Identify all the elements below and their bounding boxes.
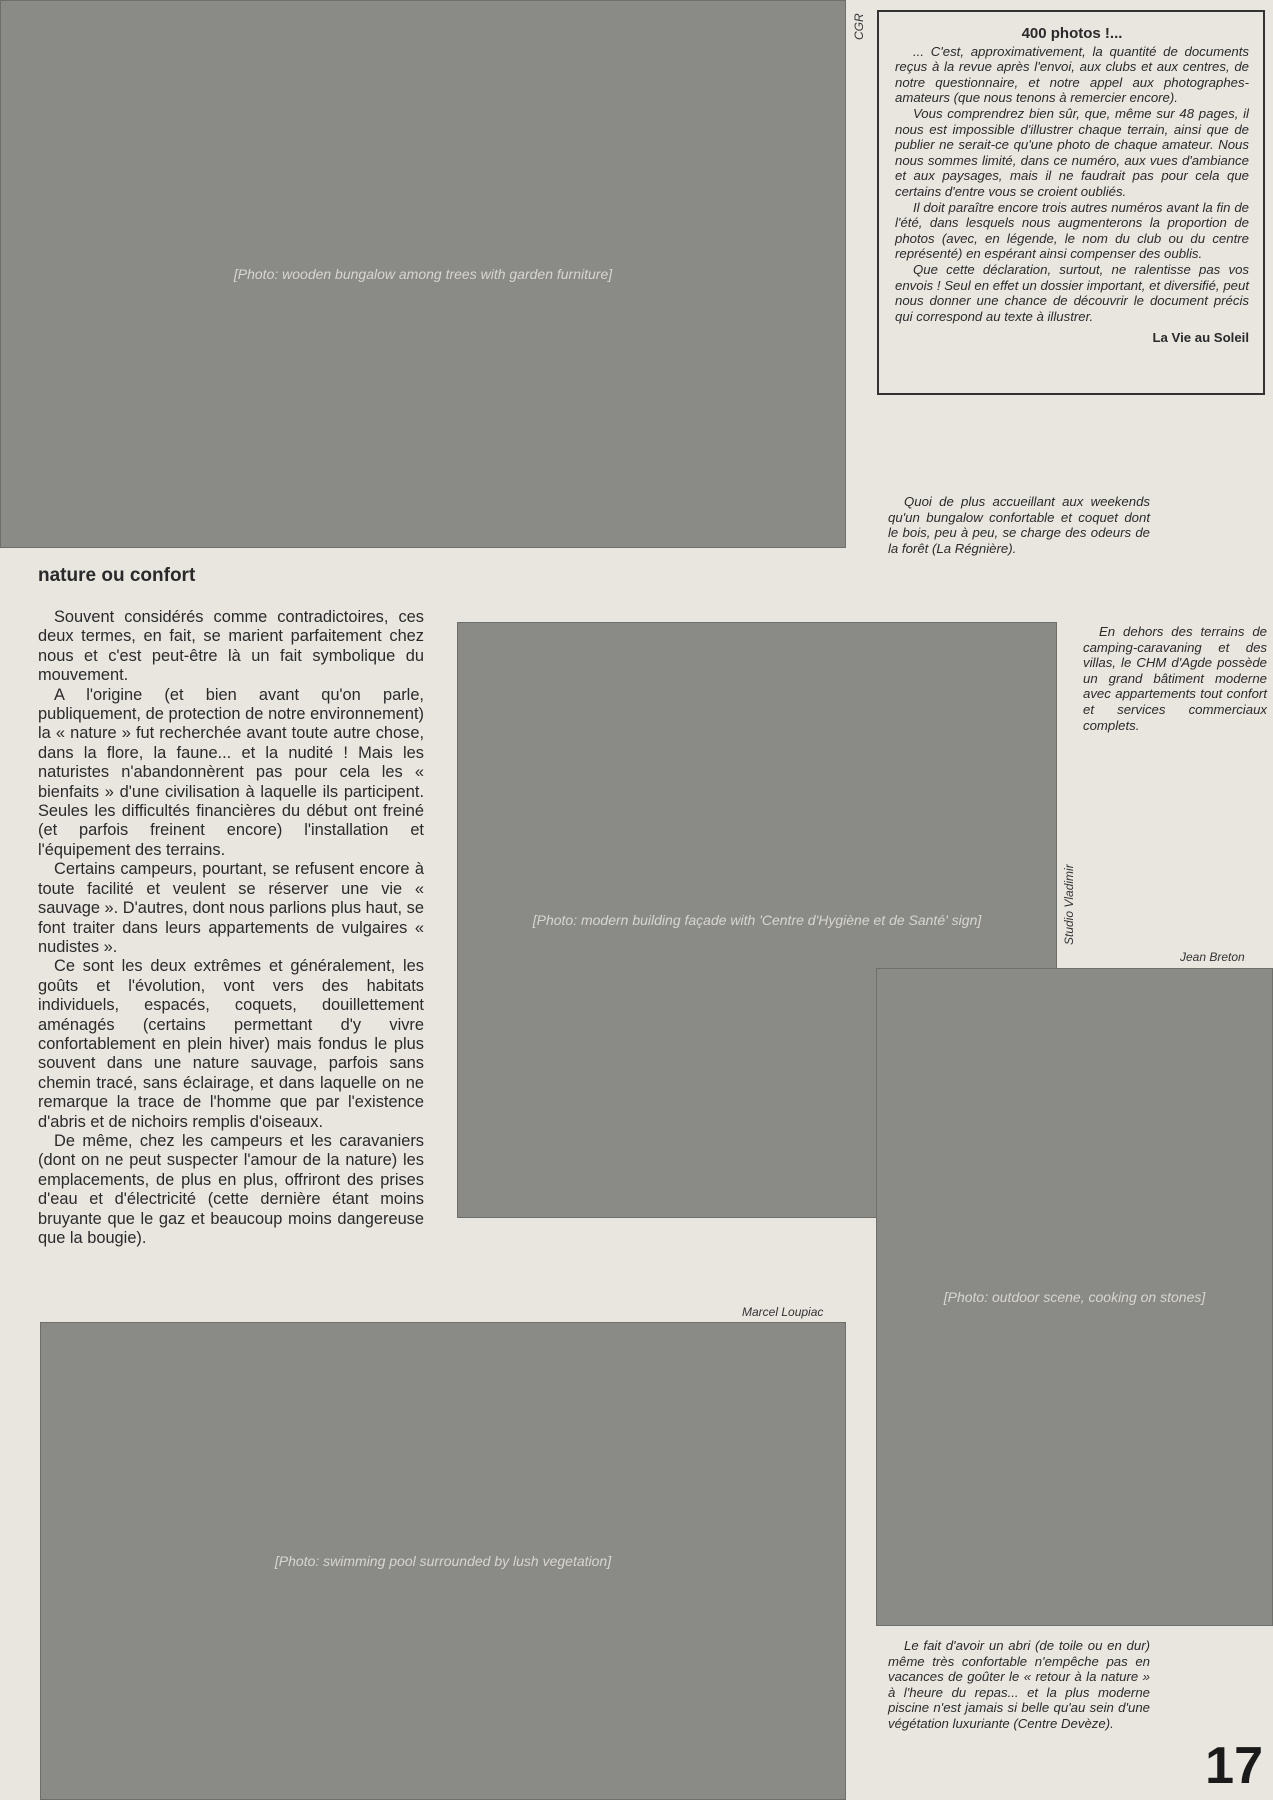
article-title: nature ou confort xyxy=(38,565,196,586)
sidebar-title: 400 photos !... xyxy=(1021,25,1123,42)
article-body xyxy=(38,608,424,1248)
photo-pool: [Photo: swimming pool surrounded by lush vegetation] xyxy=(40,1322,846,1800)
sidebar-signature: La Vie au Soleil xyxy=(1152,330,1249,346)
photo-credit-jean-breton: Jean Breton xyxy=(1180,950,1245,964)
photo-credit-studio-vladimir: Studio Vladimir xyxy=(1062,864,1076,945)
article-paragraph: Certains campeurs, pourtant, se refusent encore à toute facilité et veulent se réserver une vie « sauvage ». D'autres, dont nous parlions plus haut, se font traiter dans leurs appartements de vulgaires « nudistes ». xyxy=(38,860,424,956)
caption-bungalow: Quoi de plus accueillant aux weekends qu'un bungalow confortable et coquet dont le bois, peu à peu, se charge des odeurs de la forêt (La Régnière). xyxy=(888,494,1150,556)
caption-bottom: Le fait d'avoir un abri (de toile ou en dur) même très confortable n'empêche pas en vacances de goûter le « retour à la nature » à l'heure du repas... et la plus moderne piscine n'est jamais si belle qu'au sein d'une végétation luxuriante (Centre Devèze). xyxy=(888,1638,1150,1731)
photo-building: [Photo: modern building façade with 'Centre d'Hygiène et de Santé' sign] xyxy=(457,622,1057,1218)
article-paragraph: Souvent considérés comme contradictoires, ces deux termes, en fait, se marient parfaitement chez nous et c'est peut-être là un fait symbolique du mouvement. xyxy=(38,608,424,685)
caption-building: En dehors des terrains de camping-caravaning et des villas, le CHM d'Agde possède un grand bâtiment moderne avec appartements tout confort et services commerciaux complets. xyxy=(1083,624,1267,733)
sidebar-paragraph: Il doit paraître encore trois autres numéros avant la fin de l'été, dans lesquels nous augmenterons la proportion de photos (avec, en légende, le nom du club ou du centre représenté) en espérant ainsi compenser des oublis. xyxy=(895,199,1249,262)
photo-outdoor-meal: [Photo: outdoor scene, cooking on stones] xyxy=(876,968,1273,1626)
page-number: 17 xyxy=(1205,1737,1263,1795)
sidebar-paragraph: ... C'est, approximativement, la quantité de documents reçus à la revue après l'envoi, aux clubs et aux centres, de notre questionnaire, et notre appel aux photographes-amateurs (que nous tenons à remercier encore). xyxy=(895,43,1249,106)
sidebar-box xyxy=(877,10,1265,395)
photo-credit-cgr: CGR xyxy=(852,13,866,40)
photo-credit-marcel-loupiac: Marcel Loupiac xyxy=(742,1305,824,1319)
photo-bungalow: [Photo: wooden bungalow among trees with garden furniture] xyxy=(0,0,846,548)
article-paragraph: De même, chez les campeurs et les caravaniers (dont on ne peut suspecter l'amour de la nature) les emplacements, de plus en plus, offriront des prises d'eau et d'électricité (cette dernière étant moins bruyante que le gaz et beaucoup moins dangereuse que la bougie). xyxy=(38,1131,424,1247)
article-paragraph: A l'origine (et bien avant qu'on parle, publiquement, de protection de notre environnement) la « nature » fut recherchée avant toute autre chose, dans la flore, la faune... et la nudité ! Mais les naturistes n'abandonnèrent pas pour cela les « bienfaits » d'une civilisation à laquelle ils participent. Seules les difficultés financières du début ont freiné (et parfois freinent encore) l'installation et l'équipement des terrains. xyxy=(38,685,424,859)
sidebar-paragraph: Vous comprendrez bien sûr, que, même sur 48 pages, il nous est impossible d'illustrer chaque terrain, ainsi que de publier ne serait-ce qu'une photo de chaque amateur. Nous nous sommes limité, dans ce numéro, aux vues d'ambiance et aux paysages, mais il ne faudrait pas pour cela que certains d'entre vous se croient oubliés. xyxy=(895,105,1249,199)
article-paragraph: Ce sont les deux extrêmes et généralement, les goûts et l'évolution, vont vers des habitats individuels, espacés, coquets, douillettement aménagés (certains permettant d'y vivre confortablement en plein hiver) mais fondus le plus souvent dans une nature sauvage, parfois sans chemin tracé, sans éclairage, et dans laquelle on ne remarque la trace de l'homme que par l'existence d'abris et de nichoirs remplis d'oiseaux. xyxy=(38,957,424,1131)
sidebar-paragraph: Que cette déclaration, surtout, ne ralentisse pas vos envois ! Seul en effet un dossier important, et diversifié, peut nous donner une chance de découvrir le document précis qui correspond au texte à illustrer. xyxy=(895,261,1249,324)
